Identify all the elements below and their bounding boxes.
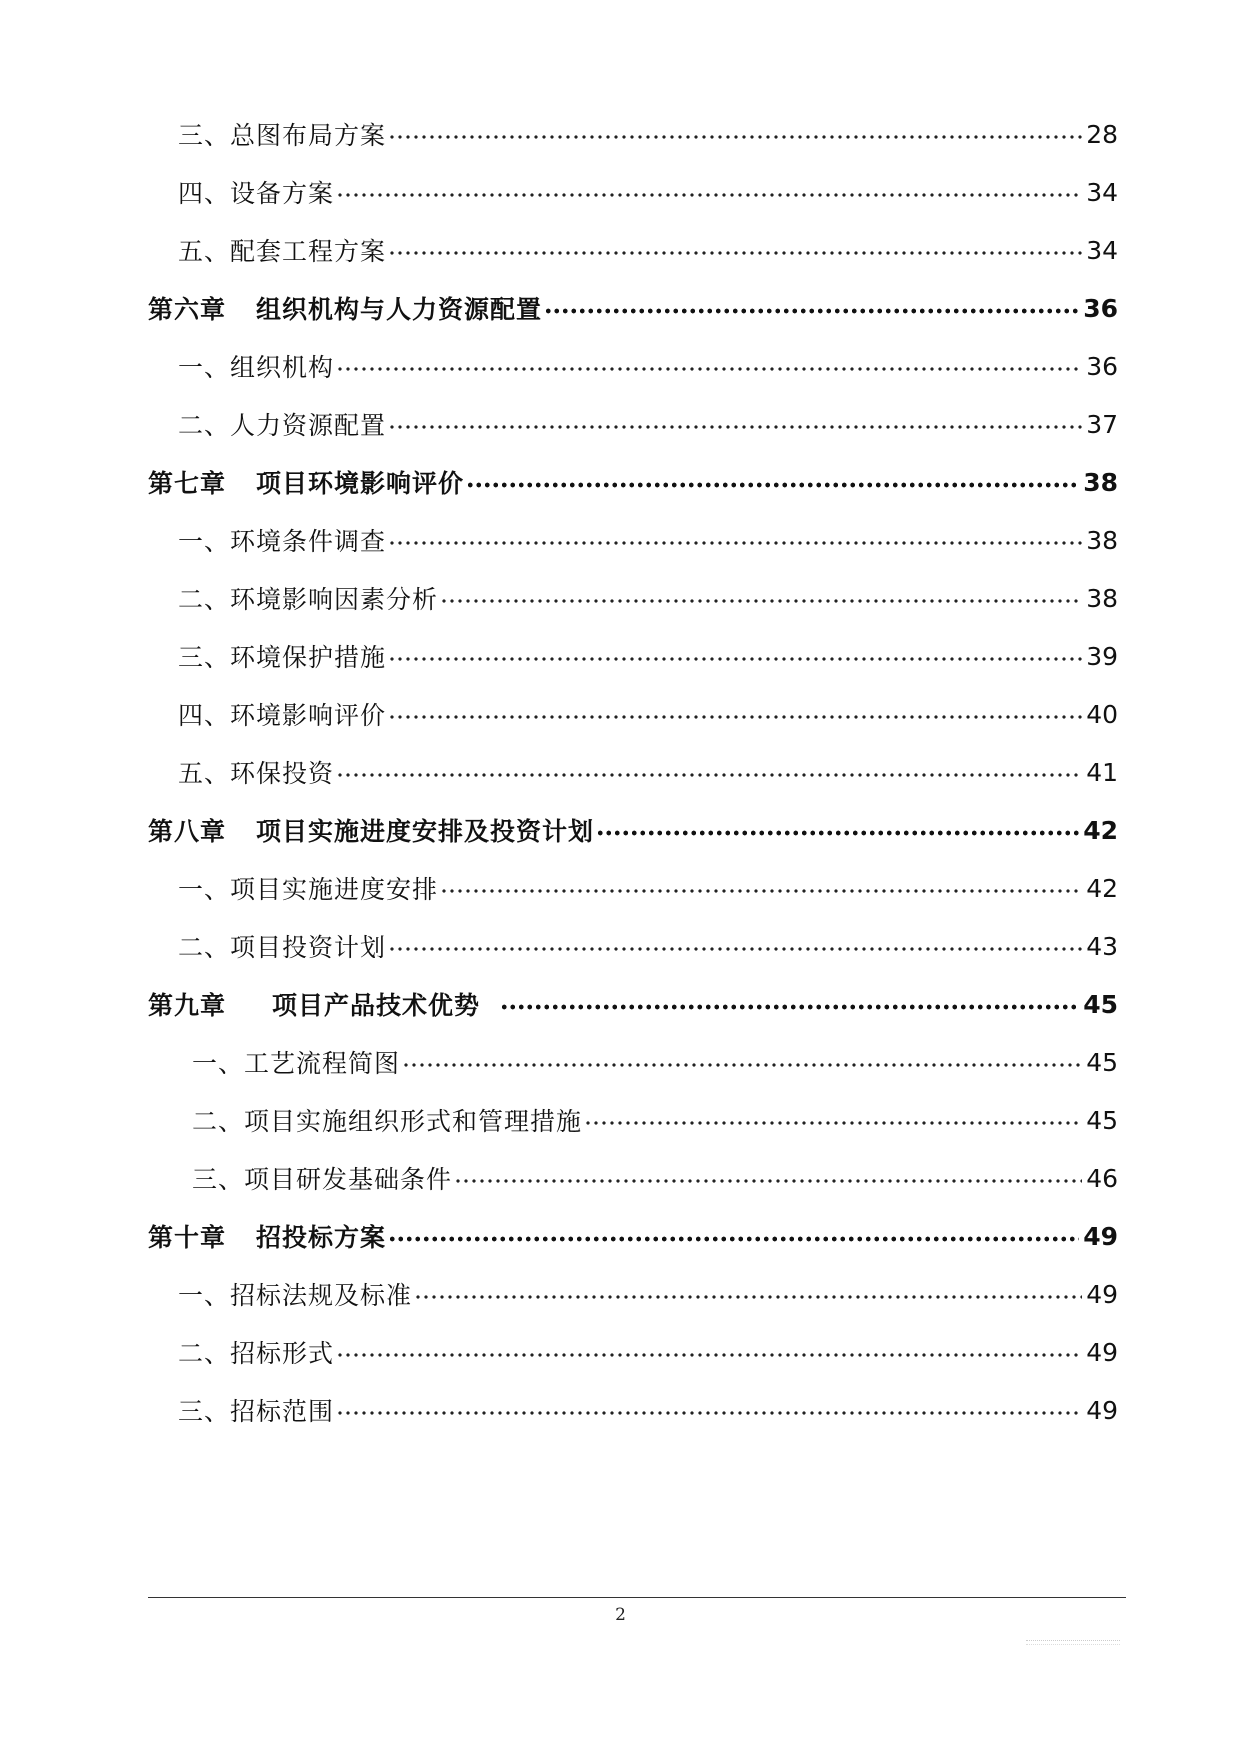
toc-chapter-heading (148, 1218, 386, 1254)
dot-leader (596, 830, 1079, 836)
dot-leader (388, 946, 1082, 952)
toc-entry[interactable] (178, 172, 1118, 212)
toc-entry[interactable] (178, 1390, 1118, 1430)
toc-entry-page: 46 (1086, 1163, 1118, 1193)
toc-entry-page: 49 (1086, 1337, 1118, 1367)
dot-leader (388, 424, 1082, 430)
toc-entry[interactable] (178, 694, 1118, 734)
chapter-title: 组织机构与人力资源配置 (256, 295, 543, 324)
toc-entry-title: 三、招标范围 (178, 1397, 335, 1426)
toc-entry[interactable] (178, 752, 1118, 792)
toc-entry-page: 49 (1086, 1395, 1118, 1425)
dot-leader (336, 1352, 1082, 1358)
dot-leader (388, 656, 1082, 662)
toc-entry[interactable] (178, 868, 1118, 908)
toc-entry-title: 一、招标法规及标准 (178, 1281, 413, 1310)
dot-leader (388, 134, 1082, 140)
dot-leader (388, 250, 1082, 256)
dot-leader (544, 308, 1079, 314)
dot-leader (336, 366, 1082, 372)
toc-entry-page: 49 (1083, 1221, 1118, 1251)
toc-chapter-entry[interactable] (148, 462, 1118, 502)
toc-entry-page: 28 (1086, 119, 1118, 149)
dot-leader (336, 192, 1082, 198)
chapter-title: 项目实施进度安排及投资计划 (256, 817, 595, 846)
toc-entry-page: 36 (1086, 351, 1118, 381)
toc-chapter-entry[interactable] (148, 810, 1118, 850)
toc-entry-title: 二、招标形式 (178, 1339, 335, 1368)
toc-chapter-entry[interactable] (148, 288, 1118, 328)
toc-entry[interactable] (178, 346, 1118, 386)
page-number: 2 (615, 1605, 626, 1625)
toc-entry-title: 二、项目实施组织形式和管理措施 (192, 1107, 583, 1136)
toc-entry-title: 三、总图布局方案 (178, 121, 387, 150)
toc-entry-title: 一、环境条件调查 (178, 527, 387, 556)
toc-chapter-heading (148, 812, 594, 848)
toc-entry-title: 三、项目研发基础条件 (192, 1165, 453, 1194)
toc-entry-page: 42 (1086, 873, 1118, 903)
dot-leader (584, 1120, 1082, 1126)
toc-entry[interactable] (178, 520, 1118, 560)
toc-entry-page: 38 (1083, 467, 1118, 497)
toc-chapter-entry[interactable] (148, 1216, 1118, 1256)
toc-entry-page: 34 (1086, 235, 1118, 265)
toc-entry-page: 49 (1086, 1279, 1118, 1309)
toc-entry[interactable] (178, 1274, 1118, 1314)
chapter-title: 项目环境影响评价 (256, 469, 465, 498)
toc-chapter-heading (148, 986, 498, 1022)
toc-entry[interactable] (192, 1158, 1118, 1198)
dot-leader (500, 1004, 1079, 1010)
dot-leader (388, 1236, 1079, 1242)
toc-entry[interactable] (178, 404, 1118, 444)
dot-leader (454, 1178, 1082, 1184)
toc-entry[interactable] (178, 636, 1118, 676)
toc-entry-page: 45 (1086, 1105, 1118, 1135)
toc-entry-page: 42 (1083, 815, 1118, 845)
dot-leader (466, 482, 1079, 488)
toc-entry-page: 34 (1086, 177, 1118, 207)
dot-leader (336, 1410, 1082, 1416)
toc-entry-title: 二、人力资源配置 (178, 411, 387, 440)
toc-entry[interactable] (178, 578, 1118, 618)
toc-entry-title: 三、环境保护措施 (178, 643, 387, 672)
toc-entry-page: 45 (1086, 1047, 1118, 1077)
dot-leader (402, 1062, 1082, 1068)
dot-leader (440, 888, 1082, 894)
toc-entry-title: 二、环境影响因素分析 (178, 585, 439, 614)
toc-entry[interactable] (178, 114, 1118, 154)
toc-entry[interactable] (192, 1042, 1118, 1082)
scan-artifact (1026, 1640, 1120, 1645)
toc-entry-page: 43 (1086, 931, 1118, 961)
dot-leader (336, 772, 1082, 778)
toc-entry-page: 45 (1083, 989, 1118, 1019)
chapter-number: 第九章 (148, 991, 227, 1020)
toc-chapter-entry[interactable] (148, 984, 1118, 1024)
dot-leader (388, 540, 1082, 546)
toc-entry[interactable] (178, 1332, 1118, 1372)
toc-entry-title: 一、项目实施进度安排 (178, 875, 439, 904)
toc-chapter-heading (148, 464, 464, 500)
chapter-number: 第八章 (148, 817, 227, 846)
chapter-number: 第七章 (148, 469, 227, 498)
dot-leader (440, 598, 1082, 604)
toc-entry-page: 39 (1086, 641, 1118, 671)
toc-entry-title: 二、项目投资计划 (178, 933, 387, 962)
toc-entry-title: 四、设备方案 (178, 179, 335, 208)
toc-entry-page: 41 (1086, 757, 1118, 787)
dot-leader (414, 1294, 1082, 1300)
chapter-title: 招投标方案 (256, 1223, 387, 1252)
toc-entry-page: 38 (1086, 525, 1118, 555)
toc-entry-page: 37 (1086, 409, 1118, 439)
toc-entry[interactable] (178, 230, 1118, 270)
toc-entry-title: 五、配套工程方案 (178, 237, 387, 266)
chapter-title: 项目产品技术优势 (272, 991, 481, 1020)
footer-divider (148, 1597, 1126, 1598)
toc-entry-title: 一、工艺流程简图 (192, 1049, 401, 1078)
dot-leader (388, 714, 1082, 720)
toc-entry-title: 一、组织机构 (178, 353, 335, 382)
chapter-number: 第十章 (148, 1223, 227, 1252)
toc-entry[interactable] (178, 926, 1118, 966)
toc-entry-title: 四、环境影响评价 (178, 701, 387, 730)
toc-chapter-heading (148, 290, 542, 326)
toc-entry-title: 五、环保投资 (178, 759, 335, 788)
toc-entry-page: 38 (1086, 583, 1118, 613)
toc-entry[interactable] (192, 1100, 1118, 1140)
toc-entry-page: 40 (1086, 699, 1118, 729)
chapter-number: 第六章 (148, 295, 227, 324)
toc-entry-page: 36 (1083, 293, 1118, 323)
